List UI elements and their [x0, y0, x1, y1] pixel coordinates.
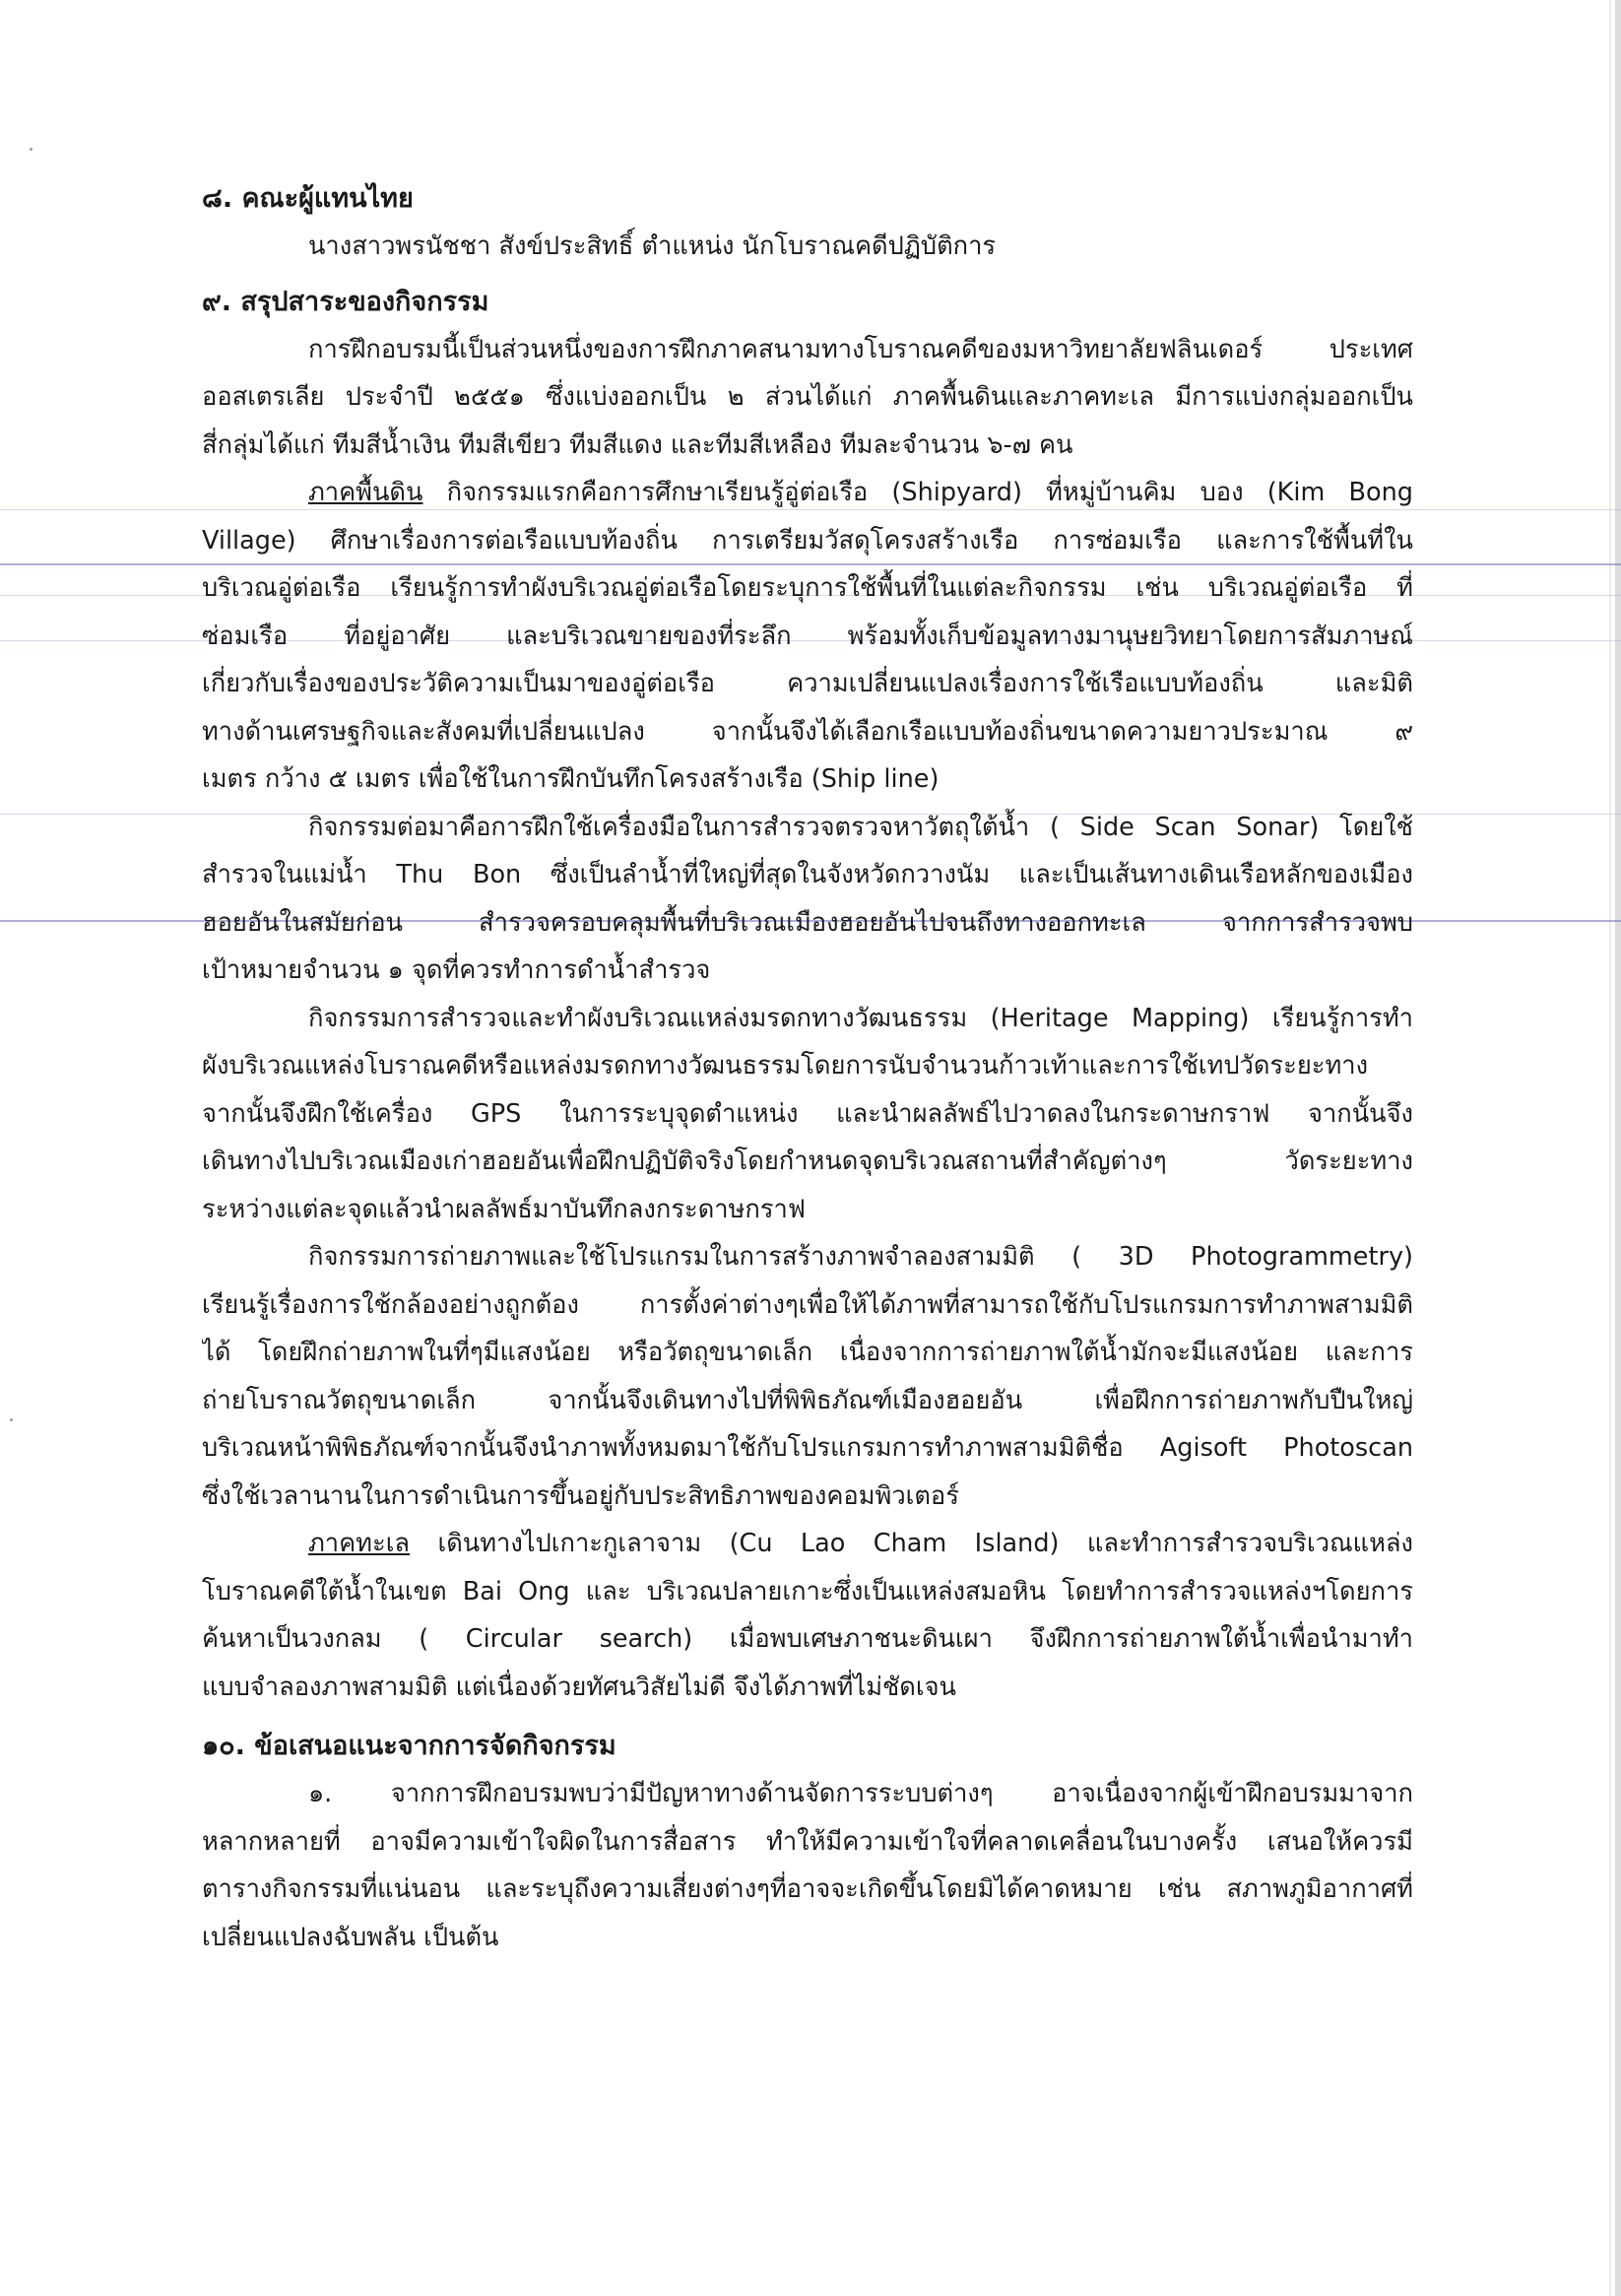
- paragraph-line: ได้ โดยฝึกถ่ายภาพในที่ๆมีแสงน้อย หรือวัตถุขนาดเล็ก เนื่องจากการถ่ายภาพใต้น้ำมักจะมีแสงน้อย และการ: [202, 1338, 1413, 1367]
- land-label: ภาคพื้นดิน: [308, 478, 423, 507]
- paragraph-line: เมตร กว้าง ๕ เมตร เพื่อใช้ในการฝึกบันทึกโครงสร้างเรือ (Ship line): [202, 764, 940, 794]
- paragraph-line: ทางด้านเศรษฐกิจและสังคมที่เปลี่ยนแปลง จากนั้นจึงได้เลือกเรือแบบท้องถิ่นขนาดความยาวประมาณ ๙: [202, 716, 1413, 747]
- paragraph-line: กิจกรรมการถ่ายภาพและใช้โปรแกรมในการสร้างภาพจำลองสามมิติ ( 3D Photogrammetry): [308, 1242, 1413, 1272]
- paragraph-line: ซ่อมเรือ ที่อยู่อาศัย และบริเวณขายของที่ระลึก พร้อมทั้งเก็บข้อมูลทางมานุษยวิทยาโดยการสัมภาษณ์: [202, 621, 1413, 651]
- intro-paragraph: [202, 326, 1413, 470]
- section-10-heading: ๑๐. ข้อเสนอแนะจากการจัดกิจกรรม: [202, 1731, 616, 1761]
- paragraph-line: ๑. จากการฝึกอบรมพบว่ามีปัญหาทางด้านจัดการระบบต่างๆ อาจเนื่องจากผู้เข้าฝึกอบรมมาจาก: [308, 1779, 1413, 1808]
- paragraph-line: บริเวณอู่ต่อเรือ เรียนรู้การทำผังบริเวณอู่ต่อเรือโดยระบุการใช้พื้นที่ในแต่ละกิจกรรม เช่น บริเวณอู่ต่อเรือ ที่: [202, 573, 1413, 603]
- land-first-line: กิจกรรมแรกคือการศึกษาเรียนรู้อู่ต่อเรือ (Shipyard) ที่หมู่บ้านคิม บอง (Kim Bong: [422, 478, 1413, 507]
- paragraph-line: การฝึกอบรมนี้เป็นส่วนหนึ่งของการฝึกภาคสนามทางโบราณคดีของมหาวิทยาลัยฟลินเดอร์ ประเทศ: [308, 334, 1413, 364]
- paragraph-line: เกี่ยวกับเรื่องของประวัติความเป็นมาของอู่ต่อเรือ ความเปลี่ยนแปลงเรื่องการใช้เรือแบบท้องถิ่น และมิติ: [202, 669, 1413, 698]
- paragraph-line: ผังบริเวณแหล่งโบราณคดีหรือแหล่งมรดกทางวัฒนธรรมโดยการนับจำนวนก้าวเท้าและการใช้เทปวัดระยะทาง: [202, 1051, 1369, 1081]
- paragraph-line: เรียนรู้เรื่องการใช้กล้องอย่างถูกต้อง การตั้งค่าต่างๆเพื่อให้ได้ภาพที่สามารถใช้กับโปรแกรมการทำภาพสามมิติ: [202, 1289, 1413, 1320]
- paragraph-line: เปลี่ยนแปลงฉับพลัน เป็นต้น: [202, 1922, 499, 1952]
- paragraph-line: ออสเตรเลีย ประจำปี ๒๕๕๑ ซึ่งแบ่งออกเป็น ๒ ส่วนได้แก่ ภาคพื้นดินและภาคทะเล มีการแบ่งกลุ่มออกเป็น: [202, 382, 1413, 412]
- sea-label: ภาคทะเล: [308, 1529, 411, 1558]
- paragraph-line: ถ่ายโบราณวัตถุขนาดเล็ก จากนั้นจึงเดินทางไปที่พิพิธภัณฑ์เมืองฮอยอัน เพื่อฝึกการถ่ายภาพกับปืนใหญ่: [202, 1385, 1413, 1415]
- paragraph-line: เดินทางไปบริเวณเมืองเก่าฮอยอันเพื่อฝึกปฏิบัติจริงโดยกำหนดจุดบริเวณสถานที่สำคัญต่างๆ วัดระยะทาง: [202, 1147, 1413, 1176]
- paragraph-line: หลากหลายที่ อาจมีความเข้าใจผิดในการสื่อสาร ทำให้มีความเข้าใจที่คลาดเคลื่อนในบางครั้ง เสนอให้ควรมี: [202, 1826, 1413, 1857]
- land-paragraph: [202, 469, 1413, 804]
- scan-speck: [30, 148, 32, 151]
- paragraph-line: กิจกรรมต่อมาคือการฝึกใช้เครื่องมือในการสำรวจตรวจหาวัตถุใต้น้ำ ( Side Scan Sonar) โดยใช้: [308, 812, 1413, 842]
- paragraph-line: เป้าหมายจำนวน ๑ จุดที่ควรทำการดำน้ำสำรวจ: [202, 955, 711, 985]
- paragraph-line: ระหว่างแต่ละจุดแล้วนำผลลัพธ์มาบันทึกลงกระดาษกราฟ: [202, 1194, 806, 1224]
- paragraph-line: ฮอยอันในสมัยก่อน สำรวจครอบคลุมพื้นที่บริเวณเมืองฮอยอันไปจนถึงทางออกทะเล จากการสำรวจพบ: [202, 907, 1413, 938]
- heritage-paragraph: [202, 995, 1413, 1234]
- paragraph-line: [202, 1520, 1413, 1568]
- section-9-heading: ๙. สรุปสาระของกิจกรรม: [202, 286, 489, 317]
- recommendation-1: [202, 1770, 1413, 1961]
- paragraph-line: กิจกรรมการสำรวจและทำผังบริเวณแหล่งมรดกทางวัฒนธรรม (Heritage Mapping) เรียนรู้การทำ: [308, 1003, 1413, 1033]
- paragraph-line: สำรวจในแม่น้ำ Thu Bon ซึ่งเป็นลำน้ำที่ใหญ่ที่สุดในจังหวัดกวางนัม และเป็นเส้นทางเดินเรือหลักของเมือง: [202, 860, 1413, 889]
- representative-line: นางสาวพรนัชชา สังข์ประสิทธิ์ ตำแหน่ง นักโบราณคดีปฏิบัติการ: [308, 231, 997, 261]
- paragraph-line: แบบจำลองภาพสามมิติ แต่เนื่องด้วยทัศนวิสัยไม่ดี จึงได้ภาพที่ไม่ชัดเจน: [202, 1672, 956, 1702]
- sea-paragraph: [202, 1520, 1413, 1711]
- scan-speck: [10, 1418, 13, 1421]
- paragraph-line: Village) ศึกษาเรื่องการต่อเรือแบบท้องถิ่น การเตรียมวัสดุโครงสร้างเรือ การซ่อมเรือ และการใช้พื้นที่ใน: [202, 525, 1413, 556]
- photogrammetry-paragraph: [202, 1233, 1413, 1520]
- paragraph-line: ค้นหาเป็นวงกลม ( Circular search) เมื่อพบเศษภาชนะดินเผา จึงฝึกการถ่ายภาพใต้น้ำเพื่อนำมาทำ: [202, 1624, 1413, 1654]
- document-body: [202, 175, 1413, 1961]
- paragraph-line: โบราณคดีใต้น้ำในเขต Bai Ong และ บริเวณปลายเกาะซึ่งเป็นแหล่งสมอหิน โดยทำการสำรวจแหล่งฯโดยการ: [202, 1576, 1413, 1607]
- sonar-paragraph: [202, 804, 1413, 995]
- paragraph-line: สี่กลุ่มได้แก่ ทีมสีน้ำเงิน ทีมสีเขียว ทีมสีแดง และทีมสีเหลือง ทีมละจำนวน ๖-๗ คน: [202, 429, 1073, 460]
- sea-first-line: เดินทางไปเกาะกูเลาจาม (Cu Lao Cham Island) และทำการสำรวจบริเวณแหล่ง: [410, 1529, 1413, 1558]
- paragraph-line: จากนั้นจึงฝึกใช้เครื่อง GPS ในการระบุจุดตำแหน่ง และนำผลลัพธ์ไปวาดลงในกระดาษกราฟ จากนั้นจึง: [202, 1098, 1413, 1129]
- paragraph-line: ตารางกิจกรรมที่แน่นอน และระบุถึงความเสี่ยงต่างๆที่อาจจะเกิดขึ้นโดยมิได้คาดหมาย เช่น สภาพภูมิอากาศที่: [202, 1874, 1413, 1904]
- paragraph-line: ซึ่งใช้เวลานานในการดำเนินการขึ้นอยู่กับประสิทธิภาพของคอมพิวเตอร์: [202, 1480, 959, 1511]
- paragraph-line: [202, 469, 1413, 517]
- page-edge-shadow: [1609, 0, 1611, 2296]
- section-8-heading: ๘. คณะผู้แทนไทย: [202, 183, 414, 214]
- page-edge: [1615, 0, 1621, 2296]
- paragraph-line: บริเวณหน้าพิพิธภัณฑ์จากนั้นจึงนำภาพทั้งหมดมาใช้กับโปรแกรมการทำภาพสามมิติชื่อ Agisoft Photoscan: [202, 1433, 1413, 1463]
